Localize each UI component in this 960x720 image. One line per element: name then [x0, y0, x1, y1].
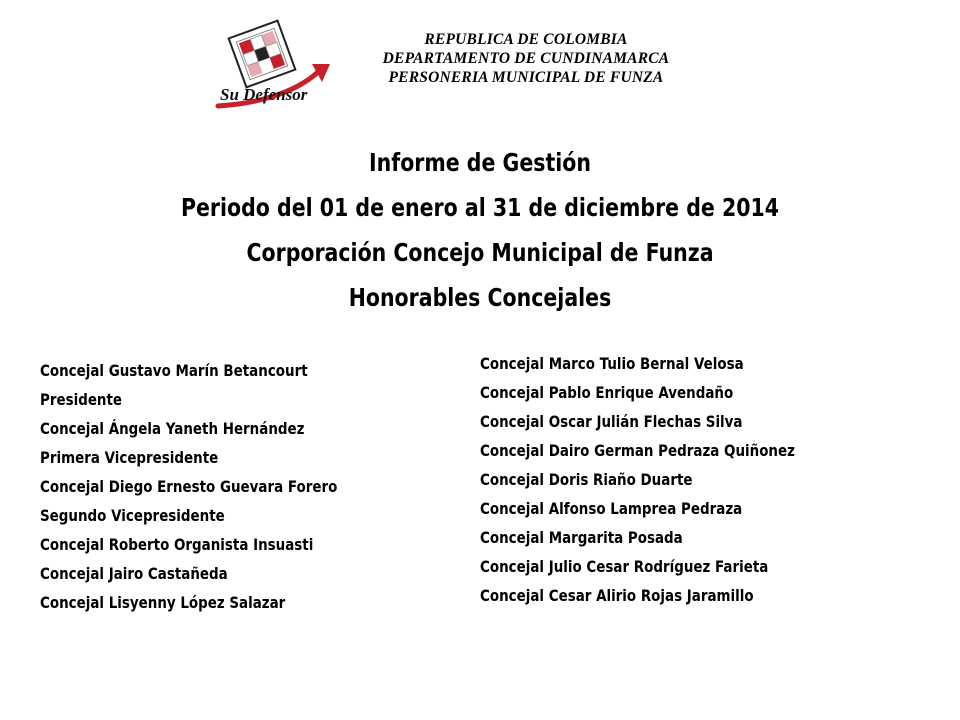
list-item: Concejal Dairo German Pedraza Quiñonez — [480, 441, 795, 460]
list-item: Concejal Doris Riaño Duarte — [480, 470, 693, 489]
personeria-logo — [214, 14, 346, 120]
report-period: Periodo del 01 de enero al 31 de diciembre de 2014 — [180, 193, 780, 222]
list-item: Concejal Roberto Organista Insuasti — [40, 535, 314, 554]
list-item: Concejal Marco Tulio Bernal Velosa — [480, 354, 744, 373]
councillors-right-list — [480, 349, 795, 610]
list-item: Concejal Diego Ernesto Guevara Forero — [40, 477, 338, 496]
list-item: Concejal Pablo Enrique Avendaño — [480, 383, 734, 402]
list-item: Concejal Oscar Julián Flechas Silva — [480, 412, 743, 431]
list-item: Concejal Margarita Posada — [480, 528, 683, 547]
list-item: Concejal Jairo Castañeda — [40, 564, 228, 583]
header-line-country: REPUBLICA DE COLOMBIA — [424, 31, 628, 48]
list-item: Concejal Gustavo Marín Betancourt — [40, 361, 308, 380]
report-corporation: Corporación Concejo Municipal de Funza — [246, 238, 714, 267]
report-title: Informe de Gestión — [369, 148, 591, 177]
list-item: Concejal Alfonso Lamprea Pedraza — [480, 499, 743, 518]
list-item: Presidente — [40, 390, 123, 409]
logo-text: Su Defensor — [220, 85, 308, 104]
list-item: Segundo Vicepresidente — [40, 506, 225, 525]
list-item: Concejal Lisyenny López Salazar — [40, 593, 286, 612]
report-titles — [86, 140, 873, 320]
institution-header — [356, 30, 696, 87]
list-item: Concejal Ángela Yaneth Hernández — [40, 419, 305, 438]
councillors-left-list — [40, 356, 337, 617]
list-item: Concejal Cesar Alirio Rojas Jaramillo — [480, 586, 754, 605]
header-line-department: DEPARTAMENTO DE CUNDINAMARCA — [382, 50, 670, 67]
list-item: Concejal Julio Cesar Rodríguez Farieta — [480, 557, 769, 576]
header-line-personeria: PERSONERIA MUNICIPAL DE FUNZA — [388, 69, 664, 86]
list-item: Primera Vicepresidente — [40, 448, 219, 467]
report-subtitle: Honorables Concejales — [348, 283, 612, 312]
